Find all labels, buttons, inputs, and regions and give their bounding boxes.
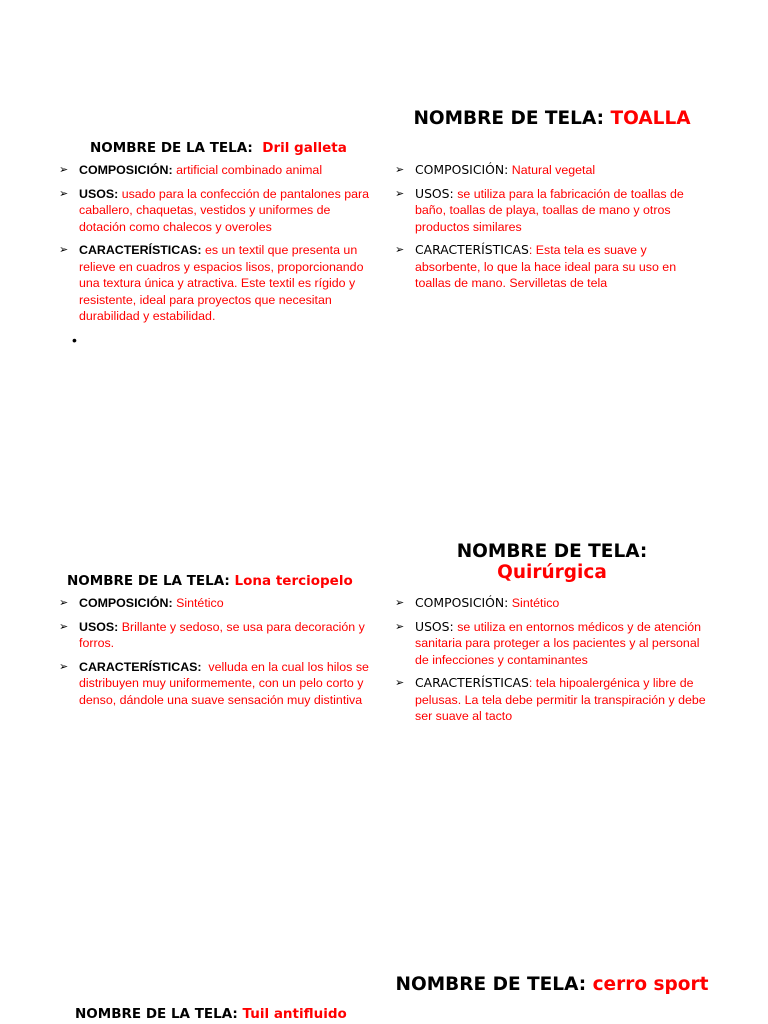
- fabric-title-cerro-sport: [392, 974, 712, 995]
- uses-label: USOS:: [415, 185, 454, 201]
- arrow-bullet-icon: ➢: [59, 660, 69, 673]
- composition-label: COMPOSICIÓN:: [79, 596, 173, 610]
- title-prefix: NOMBRE DE LA TELA:: [75, 1006, 238, 1022]
- list-item: [58, 186, 373, 236]
- arrow-bullet-icon: ➢: [395, 620, 405, 633]
- fabric-name: Tuil antifluido: [242, 1006, 347, 1022]
- uses-value: se utiliza para la fabricación de toallas de baño, toallas de playa, toallas de mano y otros productos similares: [415, 186, 684, 234]
- fabric-title-tuil-antifluido: [75, 1006, 347, 1022]
- characteristics-value: velluda en la cual los hilos se distribuyen muy uniformemente, con un pelo corto y denso, dándole una suave sensación muy distintiva: [79, 659, 369, 707]
- characteristics-value: : Esta tela es suave y absorbente, lo que la hace ideal para su uso en toallas de mano. Servilletas de tela: [415, 243, 677, 290]
- composition-label: COMPOSICIÓN:: [415, 162, 509, 177]
- fabric-name: Dril galleta: [262, 140, 347, 156]
- composition-value: artificial combinado animal: [176, 163, 323, 177]
- arrow-bullet-icon: ➢: [395, 244, 405, 256]
- fabric-properties-list: [58, 595, 373, 715]
- arrow-bullet-icon: ➢: [59, 187, 69, 200]
- list-item: [394, 162, 712, 179]
- arrow-bullet-icon: ➢: [395, 677, 405, 689]
- uses-label: USOS:: [415, 618, 454, 634]
- composition-label: COMPOSICIÓN:: [79, 163, 173, 177]
- title-prefix: NOMBRE DE TELA:: [456, 541, 648, 562]
- composition-label: COMPOSICIÓN:: [415, 595, 509, 610]
- arrow-bullet-icon: ➢: [395, 187, 405, 200]
- list-item: [58, 162, 373, 179]
- fabric-properties-list: [58, 162, 373, 332]
- list-item: [58, 619, 373, 652]
- fabric-title-quirurgica: [392, 541, 712, 583]
- characteristics-label: CARACTERÍSTICAS:: [79, 659, 202, 674]
- arrow-bullet-icon: ➢: [395, 164, 405, 176]
- list-item: [394, 186, 712, 236]
- characteristics-value: : tela hipoalergénica y libre de pelusas. La tela debe permitir la transpiración y debe ser suave al tacto: [415, 676, 706, 723]
- title-prefix: NOMBRE DE TELA:: [395, 974, 587, 995]
- uses-label: USOS:: [79, 619, 119, 634]
- fabric-title-toalla: [392, 108, 712, 129]
- arrow-bullet-icon: ➢: [395, 597, 405, 609]
- fabric-title-dril-galleta: [90, 140, 347, 156]
- fabric-title-lona-terciopelo: [67, 573, 353, 589]
- composition-value: Natural vegetal: [511, 163, 596, 177]
- list-item: [394, 675, 712, 725]
- arrow-bullet-icon: ➢: [59, 244, 69, 256]
- empty-bullet-icon: •: [72, 332, 77, 348]
- fabric-properties-list: [394, 162, 712, 299]
- fabric-name: Lona terciopelo: [234, 573, 353, 589]
- list-item: [58, 595, 373, 612]
- uses-value: usado para la confección de pantalones para caballero, chaquetas, vestidos y uniformes de dotación como chalecos y overoles: [79, 186, 370, 234]
- fabric-name: TOALLA: [610, 108, 691, 129]
- list-item: [58, 659, 373, 709]
- list-item: [394, 595, 712, 612]
- characteristics-label: CARACTERÍSTICAS: [415, 242, 529, 257]
- composition-value: Sintético: [511, 596, 560, 610]
- uses-label: USOS:: [79, 186, 119, 201]
- characteristics-label: CARACTERÍSTICAS:: [79, 243, 202, 257]
- arrow-bullet-icon: ➢: [59, 620, 69, 633]
- arrow-bullet-icon: ➢: [59, 597, 69, 609]
- arrow-bullet-icon: ➢: [59, 164, 69, 176]
- title-prefix: NOMBRE DE LA TELA:: [67, 573, 230, 589]
- list-item: [394, 242, 712, 292]
- composition-value: Sintético: [176, 596, 224, 610]
- list-item: [394, 619, 712, 669]
- uses-value: Brillante y sedoso, se usa para decoración y forros.: [79, 619, 365, 650]
- list-item: [58, 242, 373, 325]
- title-prefix: NOMBRE DE TELA:: [413, 108, 605, 129]
- fabric-name: Quirúrgica: [497, 562, 607, 583]
- characteristics-label: CARACTERÍSTICAS: [415, 675, 529, 690]
- fabric-name: cerro sport: [592, 974, 709, 995]
- title-prefix: NOMBRE DE LA TELA:: [90, 140, 253, 156]
- characteristics-value: es un textil que presenta un relieve en cuadros y espacios lisos, proporcionando una textura única y atractiva. Este textil es rígido y resistente, ideal para proyectos que necesitan durabilidad y estabilidad.: [79, 243, 364, 323]
- uses-value: se utiliza en entornos médicos y de atención sanitaria para proteger a los pacientes y al personal de infecciones y contaminantes: [415, 619, 702, 667]
- fabric-properties-list: [394, 595, 712, 732]
